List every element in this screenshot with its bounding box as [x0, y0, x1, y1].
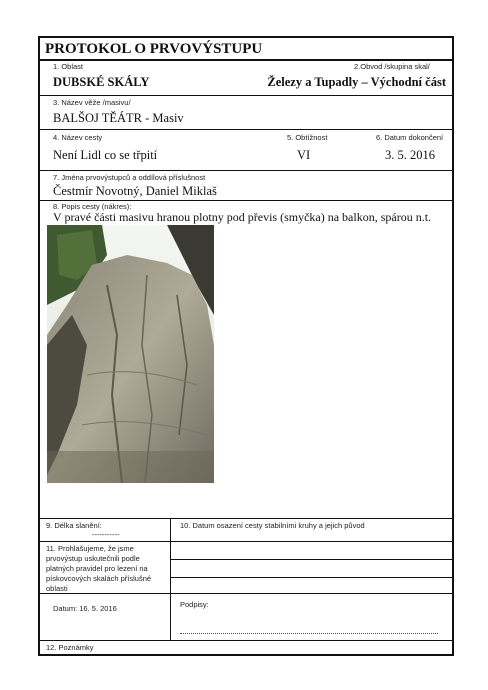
divider — [40, 518, 452, 519]
bolting-date-label: 10. Datum osazení cesty stabilními kruhy a jejich původ — [180, 521, 365, 530]
divider — [170, 559, 452, 560]
notes-label: 12. Poznámky — [46, 643, 94, 652]
tower-label: 3. Název věže /masivu/ — [53, 98, 131, 107]
divider — [170, 518, 171, 640]
divider — [40, 640, 452, 641]
rappel-length-label: 9. Délka slanění: — [46, 521, 102, 530]
completion-date-label: 6. Datum dokončení — [376, 133, 444, 142]
signatures-label: Podpisy: — [180, 600, 209, 609]
route-name-value: Není Lidl co se třpití — [53, 148, 158, 162]
rock-photo — [47, 225, 214, 483]
district-label: 2.Obvod /skupina skal/ — [354, 62, 430, 71]
area-label: 1. Oblast — [53, 62, 84, 71]
route-name-label: 4. Název cesty — [53, 133, 103, 142]
form-title: PROTOKOL O PRVOVÝSTUPU — [45, 41, 263, 57]
difficulty-value: VI — [297, 148, 311, 162]
signature-line — [180, 633, 438, 634]
route-description-value: V pravé části masivu hranou plotny pod převis (smyčka) na balkon, spárou n.t. — [53, 210, 432, 224]
divider — [40, 59, 452, 61]
completion-date-value: 3. 5. 2016 — [385, 148, 435, 162]
district-value: Železy a Tupadly – Východní část — [267, 75, 446, 89]
divider — [40, 95, 452, 96]
rappel-length-value: ----------- — [92, 530, 120, 539]
divider — [40, 170, 452, 171]
declaration-date: Datum: 16. 5. 2016 — [53, 604, 117, 613]
climbers-label: 7. Jména prvovýstupců a oddílová příslušnost — [53, 173, 206, 182]
area-value: DUBSKÉ SKÁLY — [53, 75, 150, 89]
route-description-label: 8. Popis cesty (nákres): — [53, 202, 132, 211]
difficulty-label: 5. Obtížnost — [287, 133, 328, 142]
divider — [40, 200, 452, 201]
divider — [40, 129, 452, 130]
divider — [40, 541, 452, 542]
protocol-form — [38, 36, 454, 656]
divider — [170, 577, 452, 578]
declaration-text: 11. Prohlašujeme, že jsme prvovýstup uskutečnili podle platných pravidel pro lezení na pískovcových skalách příslušné oblasti — [46, 544, 152, 593]
rock-photo-icon — [47, 225, 214, 483]
climbers-value: Čestmír Novotný, Daniel Miklaš — [53, 184, 217, 198]
tower-value: BALŠOJ TĚÁTR - Masiv — [53, 111, 184, 125]
